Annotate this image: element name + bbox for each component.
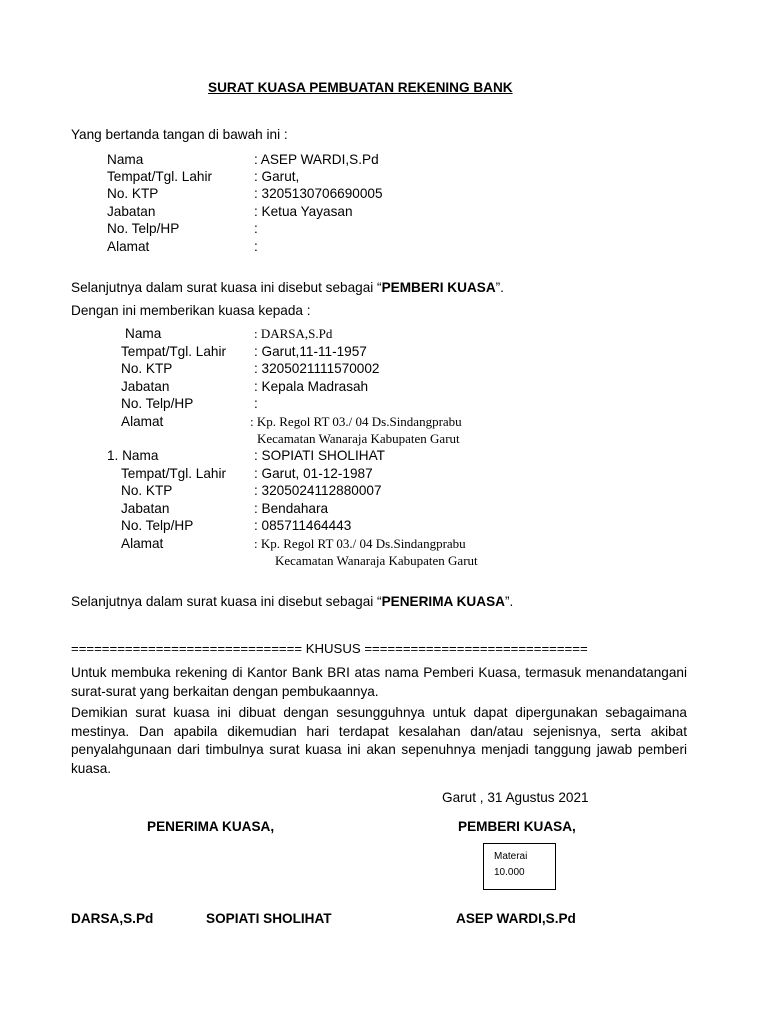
pemberi-value-jabatan: : Ketua Yayasan bbox=[254, 204, 353, 219]
penerima2-label-jabatan: Jabatan bbox=[121, 501, 170, 516]
penerima1-label-nama: Nama bbox=[125, 326, 162, 341]
pemberi-label-alamat: Alamat bbox=[107, 239, 150, 254]
penerima2-value-telp: : 085711464443 bbox=[254, 518, 352, 533]
materai-label: Materai bbox=[494, 851, 528, 862]
signature-name-darsa: DARSA,S.Pd bbox=[71, 911, 154, 926]
kuasa-intro-text: Dengan ini memberikan kuasa kepada : bbox=[71, 303, 311, 318]
penerima1-label-ktp: No. KTP bbox=[121, 361, 173, 376]
pemberi-statement-post: ”. bbox=[495, 280, 504, 295]
penerima2-label-ktp: No. KTP bbox=[121, 483, 173, 498]
pemberi-kuasa-term: PEMBERI KUASA bbox=[381, 280, 496, 295]
pemberi-statement bbox=[71, 279, 504, 297]
pemberi-value-telp: : bbox=[254, 221, 258, 236]
signature-name-asep: ASEP WARDI,S.Pd bbox=[456, 911, 576, 926]
penerima2-label-nama: 1. Nama bbox=[107, 448, 159, 463]
penerima-statement-post: ”. bbox=[504, 594, 514, 609]
khusus-divider: ============================== KHUSUS ============================= bbox=[71, 641, 588, 656]
penerima1-value-ttl: : Garut,11-11-1957 bbox=[254, 344, 367, 359]
pemberi-label-ktp: No. KTP bbox=[107, 186, 159, 201]
penerima2-label-alamat: Alamat bbox=[121, 536, 164, 551]
penerima-statement-pre: Selanjutnya dalam surat kuasa ini disebut sebagai “ bbox=[71, 594, 382, 609]
penerima2-value-alamat: : Kp. Regol RT 03./ 04 Ds.Sindangprabu bbox=[254, 536, 466, 551]
penerima1-label-jabatan: Jabatan bbox=[121, 379, 170, 394]
penerima-statement bbox=[71, 593, 513, 611]
penerima2-label-ttl: Tempat/Tgl. Lahir bbox=[121, 466, 227, 481]
penerima1-value-telp: : bbox=[254, 396, 258, 411]
document-title: SURAT KUASA PEMBUATAN REKENING BANK bbox=[208, 80, 513, 95]
pemberi-label-telp: No. Telp/HP bbox=[107, 221, 180, 236]
penerima-kuasa-heading: PENERIMA KUASA, bbox=[147, 819, 275, 834]
materai-stamp-box bbox=[483, 843, 556, 890]
penerima2-address-line2: Kecamatan Wanaraja Kabupaten Garut bbox=[275, 553, 478, 568]
pemberi-label-nama: Nama bbox=[107, 152, 144, 167]
pemberi-value-ttl: : Garut, bbox=[254, 169, 300, 184]
paragraph-closing: Demikian surat kuasa ini dibuat dengan sesungguhnya untuk dapat dipergunakan sebagaimana mestinya. Dan apabila dikemudian hari terdapat kesalahan dan/atau sejenisnya, serta akibat penyalahgunaan dari timbulnya surat kuasa ini akan sepenuhnya menjadi tanggung jawab pemberi kuasa. bbox=[71, 705, 687, 776]
signature-name-sopiati: SOPIATI SHOLIHAT bbox=[206, 911, 332, 926]
materai-value: 10.000 bbox=[494, 867, 525, 878]
intro-text: Yang bertanda tangan di bawah ini : bbox=[71, 127, 288, 142]
pemberi-statement-pre: Selanjutnya dalam surat kuasa ini disebut sebagai “ bbox=[71, 280, 382, 295]
penerima1-label-telp: No. Telp/HP bbox=[121, 396, 194, 411]
penerima2-value-ktp: : 3205024112880007 bbox=[254, 483, 382, 498]
pemberi-value-nama: : ASEP WARDI,S.Pd bbox=[254, 152, 379, 167]
penerima-kuasa-term: PENERIMA KUASA bbox=[381, 594, 505, 609]
pemberi-value-alamat: : bbox=[254, 239, 258, 254]
pemberi-kuasa-heading: PEMBERI KUASA, bbox=[458, 819, 576, 834]
paragraph-purpose: Untuk membuka rekening di Kantor Bank BRI atas nama Pemberi Kuasa, termasuk menandatangani surat-surat yang berkaitan dengan pembukaannya. bbox=[71, 665, 687, 699]
penerima1-value-jabatan: : Kepala Madrasah bbox=[254, 379, 369, 394]
pemberi-label-ttl: Tempat/Tgl. Lahir bbox=[107, 169, 213, 184]
penerima1-value-ktp: : 3205021111570002 bbox=[254, 361, 380, 376]
pemberi-value-ktp: : 3205130706690005 bbox=[254, 186, 383, 201]
penerima2-value-nama: : SOPIATI SHOLIHAT bbox=[254, 448, 385, 463]
penerima1-label-alamat: Alamat bbox=[121, 414, 164, 429]
penerima2-value-jabatan: : Bendahara bbox=[254, 501, 329, 516]
place-date: Garut , 31 Agustus 2021 bbox=[442, 790, 589, 805]
penerima1-address-line2: Kecamatan Wanaraja Kabupaten Garut bbox=[257, 431, 460, 446]
penerima2-label-telp: No. Telp/HP bbox=[121, 518, 194, 533]
penerima1-label-ttl: Tempat/Tgl. Lahir bbox=[121, 344, 227, 359]
pemberi-label-jabatan: Jabatan bbox=[107, 204, 156, 219]
penerima1-value-alamat: : Kp. Regol RT 03./ 04 Ds.Sindangprabu bbox=[250, 414, 462, 429]
penerima1-value-nama: : DARSA,S.Pd bbox=[254, 326, 333, 341]
penerima2-value-ttl: : Garut, 01-12-1987 bbox=[254, 466, 373, 481]
